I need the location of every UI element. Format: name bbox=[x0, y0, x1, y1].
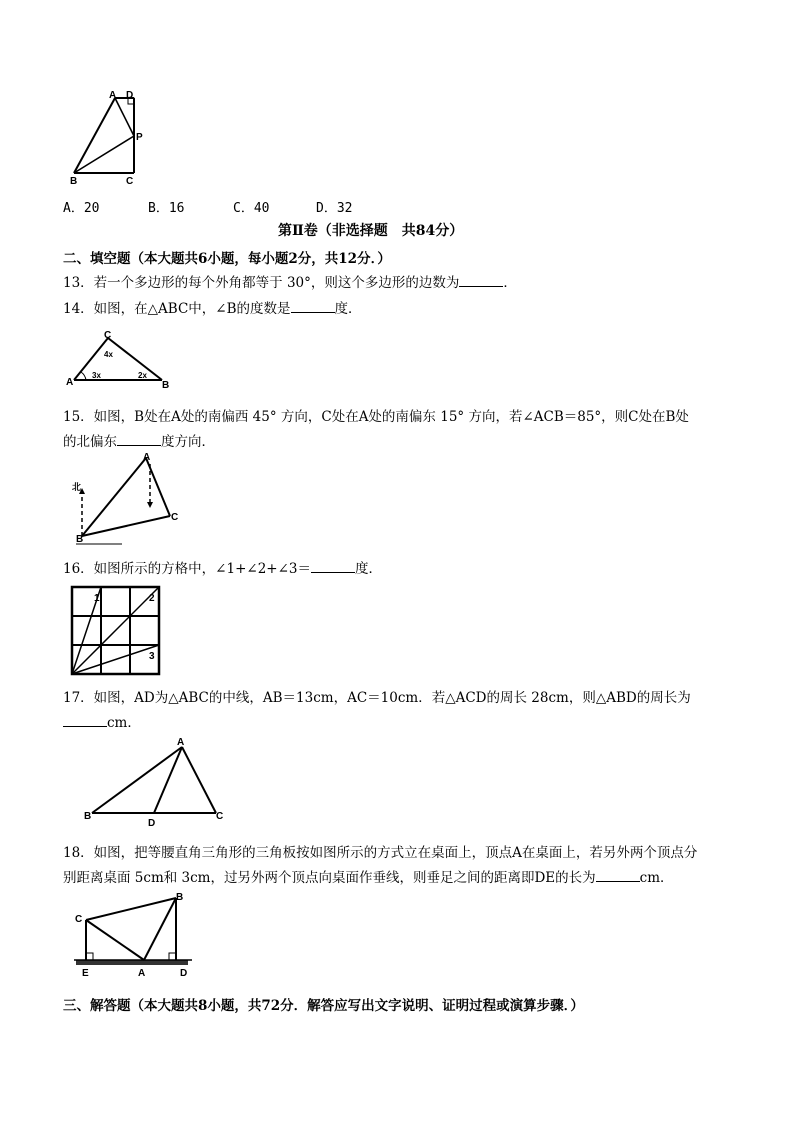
q16-label-2: 2 bbox=[149, 593, 155, 604]
q16-label-3: 3 bbox=[149, 651, 155, 662]
q18-line1: 18．如图，把等腰直角三角形的三角板按如图所示的方式立在桌面上，顶点A在桌面上，若另外两个顶点分 bbox=[63, 845, 698, 861]
option-c: C．40 bbox=[233, 201, 270, 216]
q15-label-north: 北 bbox=[72, 482, 82, 492]
q17-blank[interactable] bbox=[63, 714, 107, 727]
option-d: D．32 bbox=[316, 201, 353, 216]
q15-line2-post: 度方向． bbox=[161, 434, 215, 450]
q14-label-c: C bbox=[104, 330, 112, 341]
q12-label-a: A bbox=[109, 90, 117, 101]
part3-title: 三、解答题（本大题共8小题，共72分．解答应写出文字说明、证明过程或演算步骤．） bbox=[63, 998, 584, 1014]
q18-figure bbox=[72, 890, 202, 980]
q12-figure bbox=[62, 88, 152, 188]
q17-figure bbox=[82, 735, 232, 830]
q14-figure bbox=[62, 328, 172, 390]
q15-line2 bbox=[63, 430, 215, 450]
option-b: B．16 bbox=[148, 201, 185, 216]
q12-label-d: D bbox=[126, 90, 134, 101]
q17-label-a: A bbox=[177, 737, 185, 748]
q13-pre: 13．若一个多边形的每个外角都等于 30°，则这个多边形的边数为 bbox=[63, 275, 460, 291]
q15-line2-pre: 的北偏东 bbox=[63, 434, 117, 450]
q13-post: ． bbox=[503, 275, 517, 291]
q17-label-c: C bbox=[216, 811, 224, 822]
q16-blank[interactable] bbox=[311, 560, 355, 573]
q12-label-c: C bbox=[126, 176, 134, 187]
q18-label-c: C bbox=[75, 914, 83, 925]
q17-line1: 17．如图，AD为△ABC的中线，AB＝13cm，AC＝10cm．若△ACD的周长 28cm，则△ABD的周长为 bbox=[63, 690, 691, 706]
q16-text bbox=[63, 557, 382, 577]
q18-label-b: B bbox=[176, 892, 184, 903]
q18-label-d: D bbox=[180, 968, 188, 979]
q15-label-b: B bbox=[76, 534, 84, 545]
q16-pre: 16．如图所示的方格中，∠1+∠2+∠3＝ bbox=[63, 561, 312, 577]
option-a: A．20 bbox=[63, 201, 100, 216]
q16-label-1: 1 bbox=[94, 593, 100, 604]
q14-angle-c: 4x bbox=[104, 350, 113, 359]
q14-text bbox=[63, 297, 362, 317]
q14-pre: 14．如图，在△ABC中，∠B的度数是 bbox=[63, 301, 291, 317]
q17-line2-post: cm． bbox=[107, 715, 141, 731]
q18-label-e: E bbox=[82, 968, 89, 979]
q18-label-a: A bbox=[138, 968, 146, 979]
q16-post: 度． bbox=[355, 561, 383, 577]
q14-angle-b: 2x bbox=[138, 371, 147, 380]
q18-line2-pre: 别距离桌面 5cm和 3cm，过另外两个顶点向桌面作垂线，则垂足之间的距离即DE的长为 bbox=[63, 870, 596, 886]
q14-angle-a: 3x bbox=[92, 371, 101, 380]
q12-label-p: P bbox=[136, 132, 143, 143]
q15-label-c: C bbox=[171, 512, 179, 523]
q14-post: 度． bbox=[334, 301, 362, 317]
q15-label-a: A bbox=[143, 452, 151, 463]
q16-figure bbox=[70, 585, 162, 677]
q13-blank[interactable] bbox=[459, 274, 503, 287]
q14-blank[interactable] bbox=[291, 300, 335, 313]
q17-label-d: D bbox=[148, 818, 156, 829]
q12-label-b: B bbox=[70, 176, 78, 187]
q15-blank[interactable] bbox=[117, 433, 161, 446]
part2-title: 二、填空题（本大题共6小题，每小题2分，共12分．） bbox=[63, 251, 391, 267]
q15-line1: 15．如图，B处在A处的南偏西 45° 方向，C处在A处的南偏东 15° 方向，若∠ACB＝85°，则C处在B处 bbox=[63, 409, 689, 425]
q17-line2 bbox=[63, 711, 141, 731]
q17-label-b: B bbox=[84, 811, 92, 822]
section2-header: 第Ⅱ卷（非选择题 共84分） bbox=[278, 223, 464, 239]
q15-figure bbox=[62, 450, 192, 550]
q14-label-a: A bbox=[66, 377, 74, 388]
q18-blank[interactable] bbox=[596, 869, 640, 882]
q18-line2-post: cm． bbox=[639, 870, 674, 886]
q18-line2 bbox=[63, 866, 674, 886]
q13-text bbox=[63, 271, 517, 291]
q14-label-b: B bbox=[162, 380, 170, 391]
